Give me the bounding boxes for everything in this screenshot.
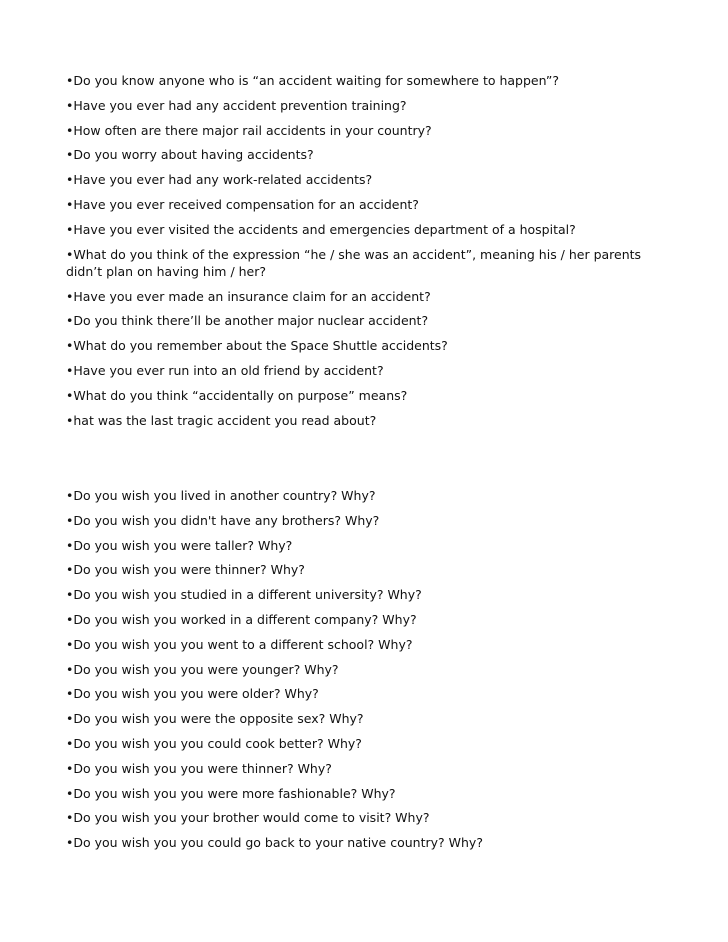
question-item: •Do you wish you you were thinner? Why?	[66, 760, 332, 776]
question-item: •Do you wish you were taller? Why?	[66, 537, 293, 553]
question-item: •Have you ever visited the accidents and emergencies department of a hospital?	[66, 221, 576, 237]
question-item: •Have you ever had any accident prevention training?	[66, 97, 407, 113]
question-item: •Do you wish you you went to a different school? Why?	[66, 636, 413, 652]
question-item: •Have you ever made an insurance claim for an accident?	[66, 288, 431, 304]
question-item: •Do you wish you you could go back to your native country? Why?	[66, 835, 483, 851]
question-item: •Do you wish you didn't have any brothers? Why?	[66, 512, 380, 528]
question-item: •Have you ever had any work-related accidents?	[66, 172, 373, 188]
question-item: •Do you think there’ll be another major nuclear accident?	[66, 313, 429, 329]
question-item: •What do you remember about the Space Shuttle accidents?	[66, 338, 448, 354]
question-item: •Do you wish you lived in another country? Why?	[66, 488, 376, 503]
question-item: •hat was the last tragic accident you read about?	[66, 412, 377, 428]
question-item: •Do you wish you you could cook better? Why?	[66, 735, 362, 751]
question-item: •What do you think of the expression “he / she was an accident”, meaning his / her parents didn’t plan on having him / her?	[66, 246, 642, 279]
question-item: •Do you wish you you were older? Why?	[66, 686, 319, 702]
question-item: •Do you wish you you were younger? Why?	[66, 661, 339, 677]
question-item: •Do you wish you were the opposite sex? Why?	[66, 711, 364, 727]
question-item: •Have you ever run into an old friend by accident?	[66, 362, 384, 378]
question-item: •What do you think “accidentally on purpose” means?	[66, 387, 408, 403]
accident-questions-list	[66, 72, 666, 436]
question-item: •Do you worry about having accidents?	[66, 147, 314, 163]
question-item: •Do you wish you studied in a different university? Why?	[66, 587, 422, 603]
question-item: •Do you wish you your brother would come to visit? Why?	[66, 810, 430, 826]
question-item: •Have you ever received compensation for an accident?	[66, 196, 419, 212]
question-item: •Do you know anyone who is “an accident waiting for somewhere to happen”?	[66, 73, 559, 88]
question-item: •Do you wish you you were more fashionable? Why?	[66, 785, 396, 801]
question-item: •How often are there major rail accidents in your country?	[66, 122, 432, 138]
question-item: •Do you wish you were thinner? Why?	[66, 562, 305, 578]
question-item: •Do you wish you worked in a different company? Why?	[66, 611, 417, 627]
wish-questions-list	[66, 487, 666, 859]
